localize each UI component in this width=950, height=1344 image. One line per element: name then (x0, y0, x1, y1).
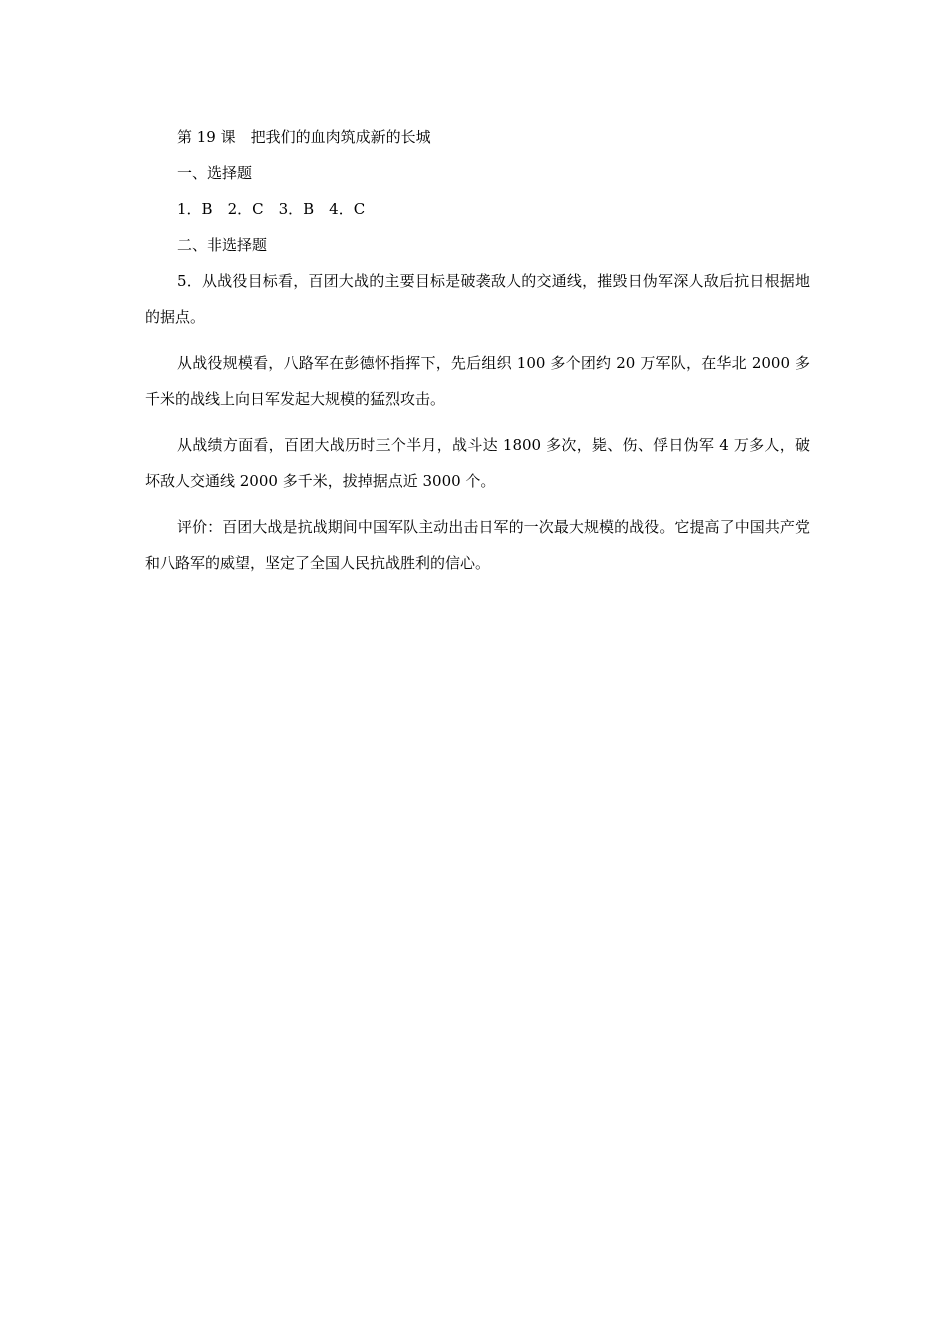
answer-paragraph-goal: 5．从战役目标看，百团大战的主要目标是破袭敌人的交通线，摧毁日伪军深人敌后抗日根据地的据点。 (145, 272, 810, 326)
section-heading-multiple-choice: 一、选择题 (177, 164, 253, 182)
lesson-title: 第 19 课 把我们的血肉筑成新的长城 (177, 128, 431, 146)
answer-paragraph-evaluation: 评价：百团大战是抗战期间中国军队主动出击日军的一次最大规模的战役。它提高了中国共产党和八路军的威望，坚定了全国人民抗战胜利的信心。 (145, 518, 810, 572)
section-heading-non-multiple-choice: 二、非选择题 (177, 236, 268, 254)
answer-paragraph-scale: 从战役规模看，八路军在彭德怀指挥下，先后组织 100 多个团约 20 万军队，在华北 2000 多千米的战线上向日军发起大规模的猛烈攻击。 (145, 354, 810, 408)
answer-paragraph-results: 从战绩方面看，百团大战历时三个半月，战斗达 1800 多次，毙、伤、俘日伪军 4 万多人，破坏敌人交通线 2000 多千米，拔掉据点近 3000 个。 (145, 436, 810, 490)
document-content (145, 124, 810, 591)
multiple-choice-answers: 1．B 2．C 3．B 4．C (177, 200, 366, 218)
